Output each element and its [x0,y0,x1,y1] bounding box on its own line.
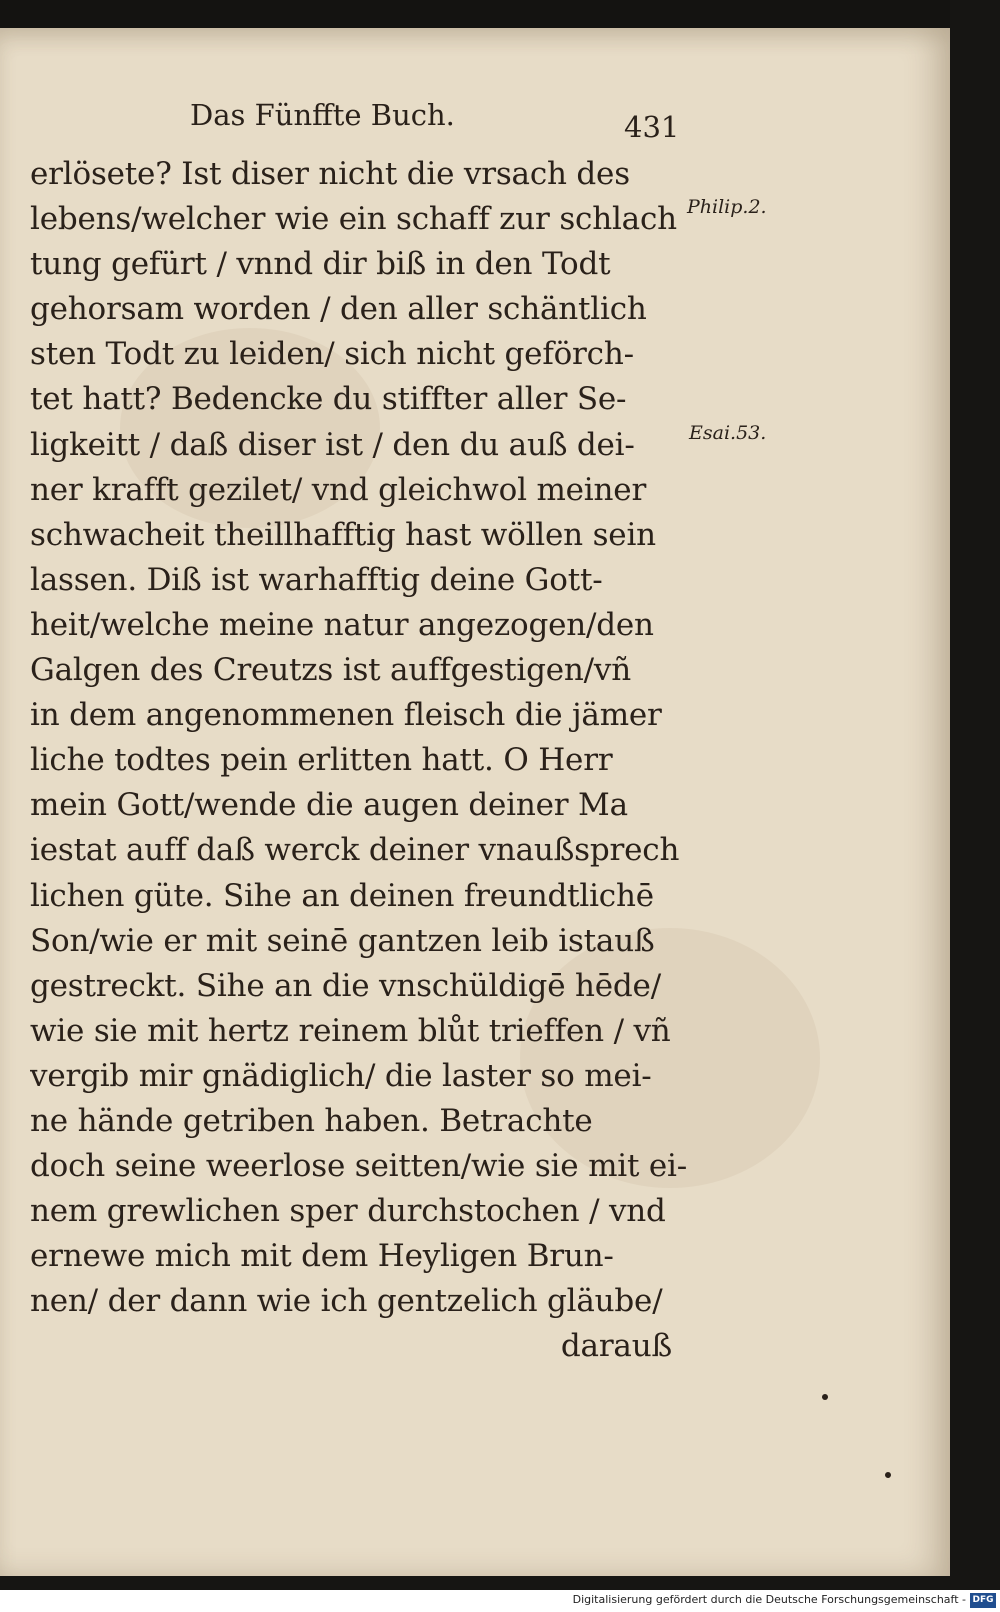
text-line: tung gefürt / vnnd dir biß in den Todt [30,246,611,283]
text-line: wie sie mit hertz reinem blůt trieffen / vñ [30,1012,671,1049]
text-line: vergib mir gnädiglich/ die laster so mei- [30,1057,652,1094]
text-line: lebens/welcher wie ein schaff zur schlach [30,201,677,238]
text-line: ernewe mich mit dem Heyligen Brun- [30,1238,614,1275]
ink-speck [885,1472,891,1478]
text-line: in dem angenommenen fleisch die jämer [30,697,662,734]
text-line: lichen güte. Sihe an deinen freundtlichē [30,877,654,914]
text-line: mein Gott/wende die augen deiner Ma [30,787,628,824]
text-line: doch seine weerlose seitten/wie sie mit ei- [30,1148,688,1185]
ink-speck [822,1394,828,1400]
body-text [30,152,690,1370]
text-line: nem grewlichen sper durchstochen / vnd [30,1193,666,1230]
scan-right-edge [950,0,1000,1612]
credit-bar [0,1590,1000,1612]
text-line: Galgen des Creutzs ist auffgestigen/vñ [30,652,632,689]
text-line: Son/wie er mit seinē gantzen leib istauß [30,922,655,959]
text-line: liche todtes pein erlitten hatt. O Herr [30,742,613,779]
text-line: nen/ der dann wie ich gentzelich gläube/ [30,1283,663,1320]
text-line: gestreckt. Sihe an die vnschüldigē hēde/ [30,967,661,1004]
running-title: Das Fünffte Buch. [190,98,455,132]
text-line: schwacheit theillhafftig hast wöllen sein [30,516,656,553]
text-line: tet hatt? Bedencke du stiffter aller Se- [30,381,627,418]
text-line: ner krafft gezilet/ vnd gleichwol meiner [30,471,647,508]
text-line: heit/welche meine natur angezogen/den [30,606,654,643]
marginal-note: Esai.53. [689,422,767,444]
dfg-logo: DFG [970,1593,996,1608]
page-number: 431 [624,110,680,144]
text-line: ligkeitt / daß diser ist / den du auß dei- [30,426,635,463]
funding-credit: Digitalisierung gefördert durch die Deutsche Forschungsgemeinschaft - [572,1593,966,1606]
text-line: lassen. Diß ist warhafftig deine Gott- [30,561,603,598]
catchword: darauß [560,1328,672,1365]
text-line: sten Todt zu leiden/ sich nicht geförch- [30,336,634,373]
marginal-note: Philip.2. [687,196,767,218]
text-line: iestat auff daß werck deiner vnaußsprech [30,832,680,869]
text-line: ne hände getriben haben. Betrachte [30,1102,593,1139]
text-line: gehorsam worden / den aller schäntlich [30,291,647,328]
scan-bottom-edge [0,1576,1000,1590]
text-line: erlösete? Ist diser nicht die vrsach des [30,156,630,192]
